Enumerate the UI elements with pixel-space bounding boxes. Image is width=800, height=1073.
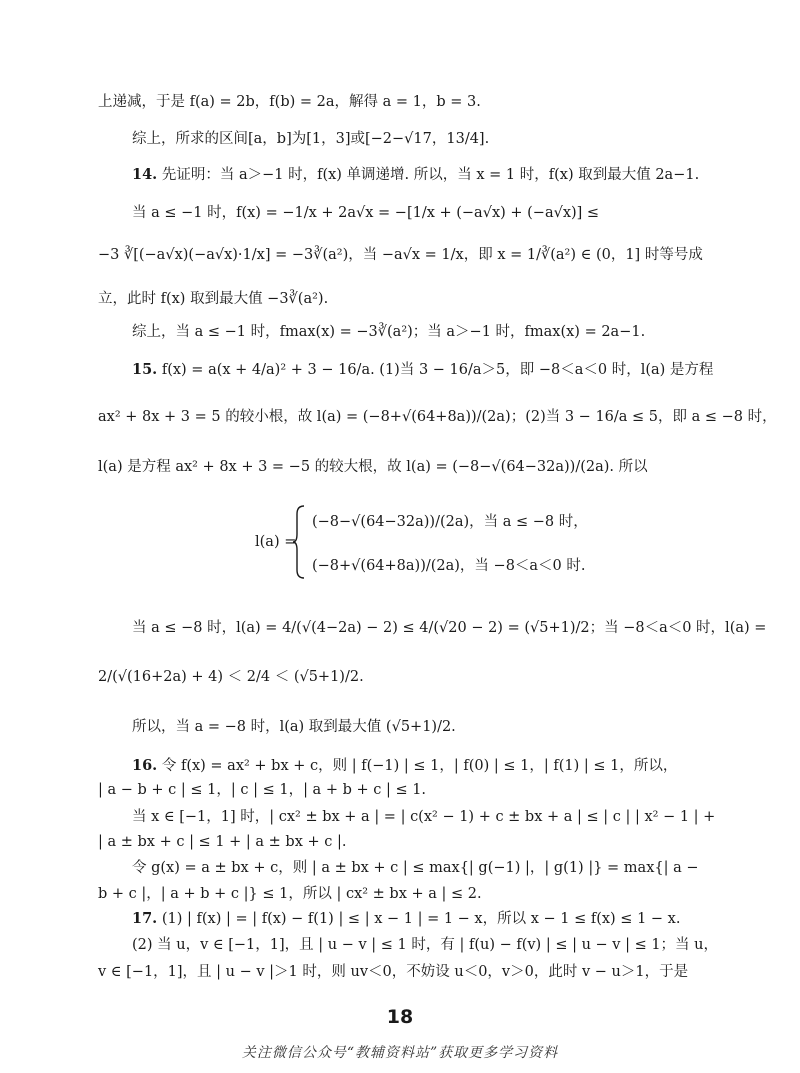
text-line: (2) 当 u，v ∈ [−1，1]，且 | u − v | ≤ 1 时，有 | f(u) − f(v) | ≤ | u − v | ≤ 1；当 u， [132, 937, 719, 953]
problem-14-line [132, 165, 705, 185]
problem-16-line [132, 756, 705, 776]
text-line: 当 x ∈ [−1，1] 时，| cx² ± bx + a | = | c(x² − 1) + c ± bx + a | ≤ | c | | x² − 1 | + [132, 809, 716, 825]
text-line: 所以，当 a = −8 时，l(a) 取到最大值 (√5+1)/2. [132, 719, 456, 735]
text-line: (1) | f(x) | = | f(x) − f(1) | ≤ | x − 1 | = 1 − x，所以 x − 1 ≤ f(x) ≤ 1 − x. [161, 911, 681, 927]
text-line: 当 a ≤ −8 时，l(a) = 4/(√(4−2a) − 2) ≤ 4/(√20 − 2) = (√5+1)/2；当 −8＜a＜0 时，l(a) = [132, 620, 767, 636]
text-line: 立，此时 f(x) 取到最大值 −3∛(a²). [98, 291, 329, 307]
footer-promo-text: 关注微信公众号“教辅资料站”获取更多学习资料 [241, 1045, 559, 1061]
page-number: 18 [386, 1006, 414, 1028]
text-line: 令 g(x) = a ± bx + c，则 | a ± bx + c | ≤ max{| g(−1) |，| g(1) |} = max{| a − [132, 860, 699, 876]
text-line: 综上，当 a ≤ −1 时，fmax(x) = −3∛(a²)；当 a＞−1 时，fmax(x) = 2a−1. [132, 324, 646, 340]
text-line: f(x) = a(x + 4/a)² + 3 − 16/a. (1)当 3 − 16/a＞5，即 −8＜a＜0 时，l(a) 是方程 [161, 362, 714, 378]
text-line: b + c |，| a + b + c |} ≤ 1，所以 | cx² ± bx + a | ≤ 2. [98, 886, 482, 902]
problem-number: 17. [132, 910, 158, 927]
problem-17-line [132, 909, 705, 929]
problem-15-line [132, 360, 714, 380]
problem-number: 16. [132, 757, 158, 774]
text-line: v ∈ [−1，1]，且 | u − v |＞1 时，则 uv＜0，不妨设 u＜0，v＞0，此时 v − u＞1，于是 [98, 964, 689, 980]
text-line: ax² + 8x + 3 = 5 的较小根，故 l(a) = (−8+√(64+8a))/(2a)；(2)当 3 − 16/a ≤ 5，即 a ≤ −8 时， [98, 409, 777, 425]
piecewise-case-2: (−8+√(64+8a))/(2a)，当 −8＜a＜0 时. [312, 558, 586, 574]
text-line: | a ± bx + c | ≤ 1 + | a ± bx + c |. [98, 834, 347, 850]
text-line: 2/(√(16+2a) + 4) ＜ 2/4 ＜ (√5+1)/2. [98, 669, 364, 685]
piecewise-lhs: l(a) = [255, 534, 297, 550]
brace-icon [292, 504, 306, 580]
piecewise-case-1: (−8−√(64−32a))/(2a)，当 a ≤ −8 时， [312, 514, 588, 530]
text-line: 先证明：当 a＞−1 时，f(x) 单调递增. 所以，当 x = 1 时，f(x) 取到最大值 2a−1. [161, 167, 700, 183]
text-line: 综上，所求的区间[a，b]为[1，3]或[−2−√17，13/4]. [132, 131, 490, 147]
text-line: −3 ∛[(−a√x)(−a√x)·1/x] = −3∛(a²)，当 −a√x = 1/x，即 x = 1/∛(a²) ∈ (0，1] 时等号成 [98, 247, 703, 263]
text-line: l(a) 是方程 ax² + 8x + 3 = −5 的较大根，故 l(a) = (−8−√(64−32a))/(2a). 所以 [98, 459, 648, 475]
text-line: 令 f(x) = ax² + bx + c，则 | f(−1) | ≤ 1，| f(0) | ≤ 1，| f(1) | ≤ 1，所以， [161, 758, 678, 774]
problem-number: 14. [132, 166, 158, 183]
text-line: 上递减，于是 f(a) = 2b，f(b) = 2a，解得 a = 1，b = 3. [98, 94, 481, 110]
text-line: 当 a ≤ −1 时，f(x) = −1/x + 2a√x = −[1/x + (−a√x) + (−a√x)] ≤ [132, 205, 600, 221]
text-line: | a − b + c | ≤ 1，| c | ≤ 1，| a + b + c | ≤ 1. [98, 782, 427, 798]
problem-number: 15. [132, 361, 158, 378]
